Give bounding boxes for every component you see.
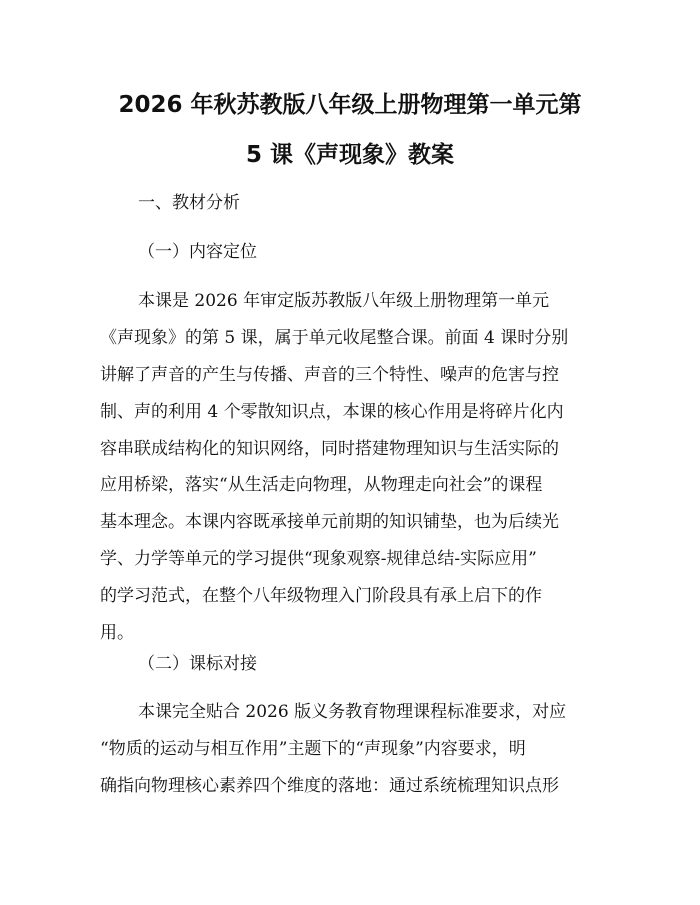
paragraph-line: 学、力学等单元的学习提供“现象观察-规律总结-实际应用” xyxy=(100,549,537,570)
subsection-heading-content-positioning: （一）内容定位 xyxy=(138,242,257,262)
paragraph-line: 制、声的利用 4 个零散知识点，本课的核心作用是将碎片化内 xyxy=(100,401,564,422)
paragraph-line: 应用桥梁，落实“从生活走向物理，从物理走向社会”的课程 xyxy=(100,475,543,496)
subsection-heading-curriculum-alignment: （二）课标对接 xyxy=(138,654,257,674)
paragraph-line: 《声现象》的第 5 课，属于单元收尾整合课。前面 4 课时分别 xyxy=(100,327,569,348)
paragraph-line: 基本理念。本课内容既承接单元前期的知识铺垫，也为后续光 xyxy=(100,512,559,533)
paragraph-line: 的学习范式，在整个八年级物理入门阶段具有承上启下的作 xyxy=(100,586,542,607)
document-title-line-1: 2026 年秋苏教版八年级上册物理第一单元第 xyxy=(118,92,582,118)
paragraph-line: 确指向物理核心素养四个维度的落地：通过系统梳理知识点形 xyxy=(100,775,559,796)
document-title-line-2: 5 课《声现象》教案 xyxy=(245,142,454,168)
paragraph-content-positioning xyxy=(100,283,600,652)
paragraph-line: 讲解了声音的产生与传播、声音的三个特性、噪声的危害与控 xyxy=(100,364,559,385)
paragraph-line: 用。 xyxy=(100,623,134,644)
paragraph-line: 容串联成结构化的知识网络，同时搭建物理知识与生活实际的 xyxy=(100,438,559,459)
paragraph-line: 本课完全贴合 2026 版义务教育物理课程标准要求，对应 xyxy=(138,702,567,722)
section-heading-textbook-analysis: 一、教材分析 xyxy=(138,193,240,213)
paragraph-line: 本课是 2026 年审定版苏教版八年级上册物理第一单元 xyxy=(138,291,550,311)
paragraph-curriculum-alignment xyxy=(100,694,600,805)
paragraph-line: “物质的运动与相互作用”主题下的“声现象”内容要求，明 xyxy=(100,738,526,759)
